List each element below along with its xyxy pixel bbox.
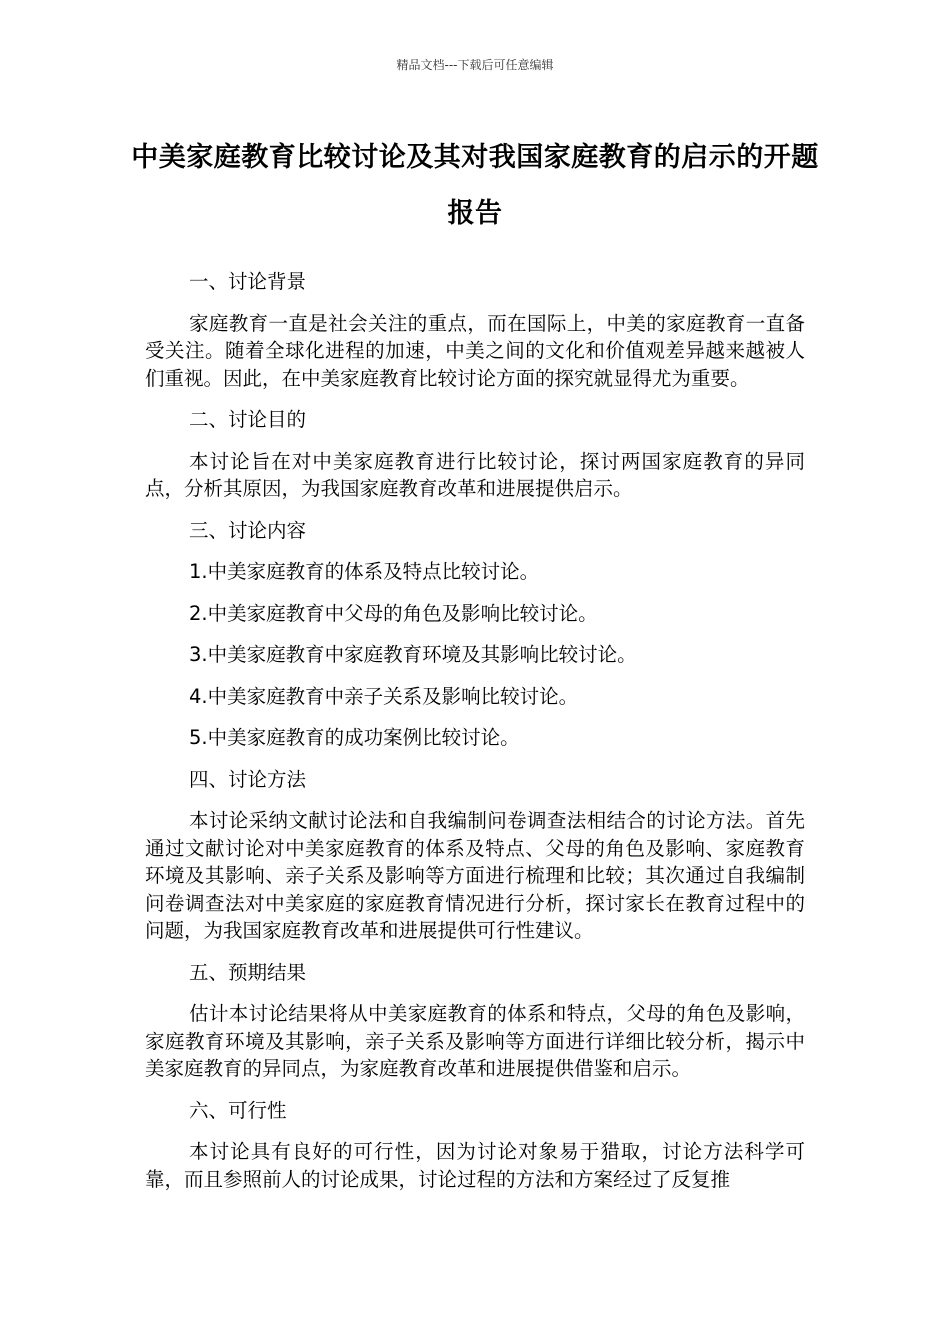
section-heading-feasibility: 六、可行性 [189, 1098, 287, 1122]
content-list-item: 2.中美家庭教育中父母的角色及影响比较讨论。 [189, 601, 598, 625]
section-text-expected: 估计本讨论结果将从中美家庭教育的体系和特点，父母的角色及影响，家庭教育环境及其影响，亲子关系及影响等方面进行详细比较分析，揭示中美家庭教育的异同点，为家庭教育改革和进展提供借鉴和启示。 [145, 1002, 805, 1080]
section-text-background: 家庭教育一直是社会关注的重点，而在国际上，中美的家庭教育一直备受关注。随着全球化进程的加速，中美之间的文化和价值观差异越来越被人们重视。因此，在中美家庭教育比较讨论方面的探究就显得尤为重要。 [145, 311, 805, 390]
section-heading-method: 四、讨论方法 [189, 767, 307, 791]
section-heading-background: 一、讨论背景 [189, 270, 307, 293]
content-list-item: 4.中美家庭教育中亲子关系及影响比较讨论。 [189, 684, 579, 708]
content-list-item: 5.中美家庭教育的成功案例比较讨论。 [189, 726, 520, 749]
document-title: 中美家庭教育比较讨论及其对我国家庭教育的启示的开题报告 [131, 142, 819, 229]
section-text-purpose: 本讨论旨在对中美家庭教育进行比较讨论，探讨两国家庭教育的异同点，分析其原因，为我国家庭教育改革和进展提供启示。 [145, 449, 805, 500]
page-header-watermark: 精品文档---下载后可任意编辑 [396, 58, 554, 72]
content-list-item: 1.中美家庭教育的体系及特点比较讨论。 [189, 560, 540, 583]
section-heading-purpose: 二、讨论目的 [189, 408, 307, 431]
section-heading-content: 三、讨论内容 [189, 518, 307, 542]
content-list-item: 3.中美家庭教育中家庭教育环境及其影响比较讨论。 [189, 643, 637, 666]
document-body [145, 268, 805, 1207]
section-text-feasibility: 本讨论具有良好的可行性，因为讨论对象易于猎取，讨论方法科学可靠，而且参照前人的讨论成果，讨论过程的方法和方案经过了反复推 [145, 1140, 805, 1191]
section-text-method: 本讨论采纳文献讨论法和自我编制问卷调查法相结合的讨论方法。首先通过文献讨论对中美家庭教育的体系及特点、父母的角色及影响、家庭教育环境及其影响、亲子关系及影响等方面进行梳理和比较；其次通过自我编制问卷调查法对中美家庭的家庭教育情况进行分析，探讨家长在教育过程中的问题，为我国家庭教育改革和进展提供可行性建议。 [145, 809, 805, 942]
section-heading-expected: 五、预期结果 [189, 960, 307, 984]
